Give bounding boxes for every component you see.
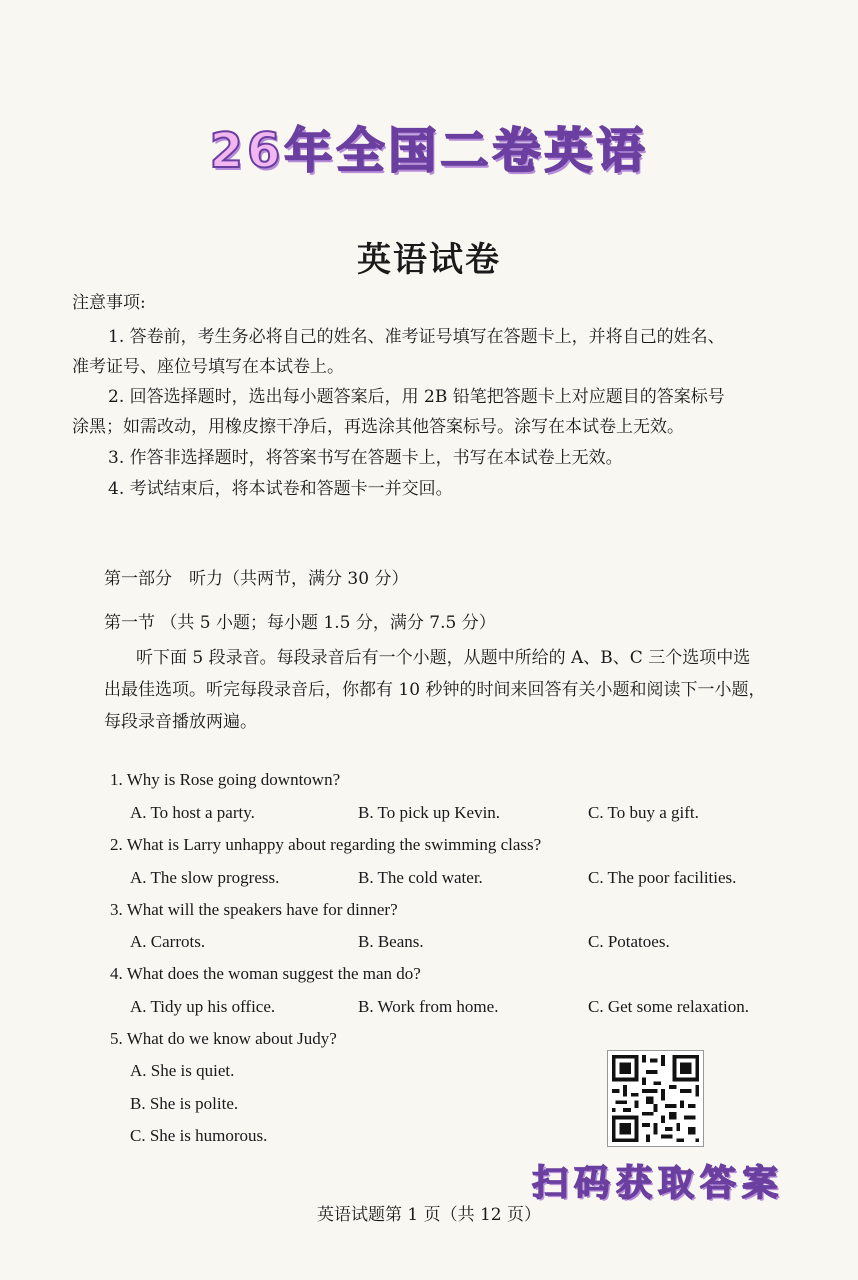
instructions-line-3: 每段录音播放两遍。 [104, 712, 257, 732]
qr-caption: 扫码获取答案 [532, 1163, 785, 1204]
q4-option-c: C. Get some relaxation. [588, 997, 749, 1016]
banner-title: 26年全国二卷英语 [209, 123, 649, 179]
section1-heading: 第一节 （共 5 小题；每小题 1.5 分，满分 7.5 分） [104, 613, 496, 633]
question-4: 4. What does the woman suggest the man do? [110, 964, 421, 983]
question-5: 5. What do we know about Judy? [110, 1029, 337, 1048]
q1-option-b: B. To pick up Kevin. [358, 803, 501, 822]
q3-option-c: C. Potatoes. [588, 932, 670, 951]
q4-option-b: B. Work from home. [358, 997, 499, 1016]
notice-line-4: 涂黑；如需改动，用橡皮擦干净后，再选涂其他答案标号。涂写在本试卷上无效。 [72, 417, 684, 437]
notice-line-3: 2. 回答选择题时，选出每小题答案后，用 2B 铅笔把答题卡上对应题目的答案标号 [108, 387, 725, 407]
question-3: 3. What will the speakers have for dinner? [110, 900, 398, 919]
q3-option-a: A. Carrots. [130, 932, 206, 951]
part1-heading: 第一部分 听力（共两节，满分 30 分） [104, 569, 409, 589]
qr-code-icon[interactable] [607, 1050, 704, 1147]
page-footer: 英语试题第 1 页（共 12 页） [316, 1205, 542, 1225]
notice-heading: 注意事项: [72, 293, 146, 313]
q5-option-c: C. She is humorous. [130, 1126, 268, 1145]
instructions-line-2: 出最佳选项。听完每段录音后，你都有 10 秒钟的时间来回答有关小题和阅读下一小题， [104, 680, 766, 700]
q5-option-b: B. She is polite. [130, 1094, 239, 1113]
question-2: 2. What is Larry unhappy about regarding the swimming class? [110, 835, 542, 854]
notice-line-1: 1. 答卷前，考生务必将自己的姓名、准考证号填写在答题卡上，并将自己的姓名、 [108, 327, 725, 347]
notice-line-5: 3. 作答非选择题时，将答案书写在答题卡上，书写在本试卷上无效。 [108, 448, 623, 468]
q2-option-c: C. The poor facilities. [588, 868, 737, 887]
q1-option-a: A. To host a party. [130, 803, 255, 822]
q1-option-c: C. To buy a gift. [588, 803, 699, 822]
question-1: 1. Why is Rose going downtown? [110, 770, 341, 789]
q3-option-b: B. Beans. [358, 932, 424, 951]
notice-line-2: 准考证号、座位号填写在本试卷上。 [72, 357, 344, 377]
page-title: 英语试卷 [357, 240, 501, 280]
instructions-line-1: 听下面 5 段录音。每段录音后有一个小题，从题中所给的 A、B、C 三个选项中选 [136, 648, 751, 668]
q2-option-b: B. The cold water. [358, 868, 483, 887]
notice-line-6: 4. 考试结束后，将本试卷和答题卡一并交回。 [108, 479, 453, 499]
q4-option-a: A. Tidy up his office. [130, 997, 276, 1016]
q2-option-a: A. The slow progress. [130, 868, 280, 887]
q5-option-a: A. She is quiet. [130, 1061, 235, 1080]
